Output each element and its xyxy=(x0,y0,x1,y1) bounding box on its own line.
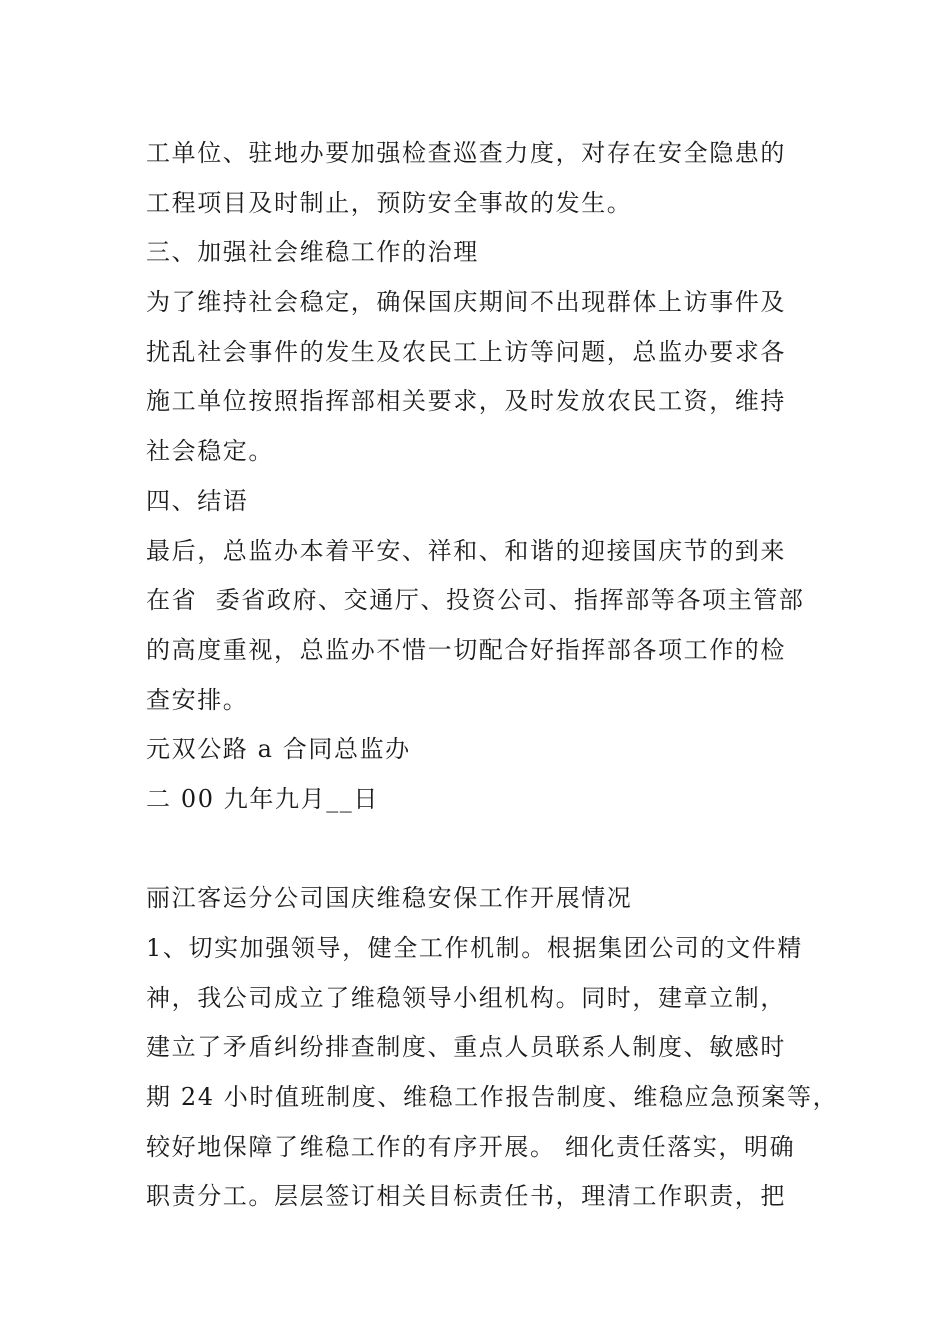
paragraph-line: 最后，总监办本着平安、祥和、和谐的迎接国庆节的到来 xyxy=(146,536,786,565)
document-body xyxy=(146,129,839,1222)
paragraph-line: 社会稳定。 xyxy=(146,437,274,466)
paragraph-line: 神，我公司成立了维稳领导小组机构。同时，建章立制， xyxy=(146,983,786,1012)
paragraph-line: 查安排。 xyxy=(146,685,249,714)
paragraph-line: 职责分工。层层签订相关目标责任书，理清工作职责，把 xyxy=(146,1182,786,1211)
paragraph-line: 期 24 小时值班制度、维稳工作报告制度、维稳应急预案等， xyxy=(146,1083,839,1112)
document-title: 丽江客运分公司国庆维稳安保工作开展情况 xyxy=(146,884,633,913)
paragraph-line: 1、切实加强领导，健全工作机制。根据集团公司的文件精 xyxy=(146,934,803,962)
paragraph-line: 为了维持社会稳定，确保国庆期间不出现群体上访事件及 xyxy=(146,288,786,317)
paragraph-line: 在省 委省政府、交通厅、投资公司、指挥部等各项主管部 xyxy=(146,586,805,615)
paragraph-line: 建立了矛盾纠纷排查制度、重点人员联系人制度、敏感时 xyxy=(146,1033,786,1062)
paragraph-line: 施工单位按照指挥部相关要求，及时发放农民工资，维持 xyxy=(146,387,786,416)
paragraph-line: 工单位、驻地办要加强检查巡查力度，对存在安全隐患的 xyxy=(146,139,786,167)
section-heading: 三、加强社会维稳工作的治理 xyxy=(146,238,479,267)
section-heading: 四、结语 xyxy=(146,486,249,515)
paragraph-line: 的高度重视，总监办不惜一切配合好指挥部各项工作的检 xyxy=(146,635,786,664)
blank-line xyxy=(146,825,816,875)
signature-org: 元双公路 a 合同总监办 xyxy=(146,735,411,764)
paragraph-line: 较好地保障了维稳工作的有序开展。 细化责任落实，明确 xyxy=(146,1132,796,1161)
paragraph-line: 扰乱社会事件的发生及农民工上访等问题，总监办要求各 xyxy=(146,337,786,366)
signature-date: 二 00 九年九月__日 xyxy=(146,784,379,813)
paragraph-line: 工程项目及时制止，预防安全事故的发生。 xyxy=(146,188,633,217)
